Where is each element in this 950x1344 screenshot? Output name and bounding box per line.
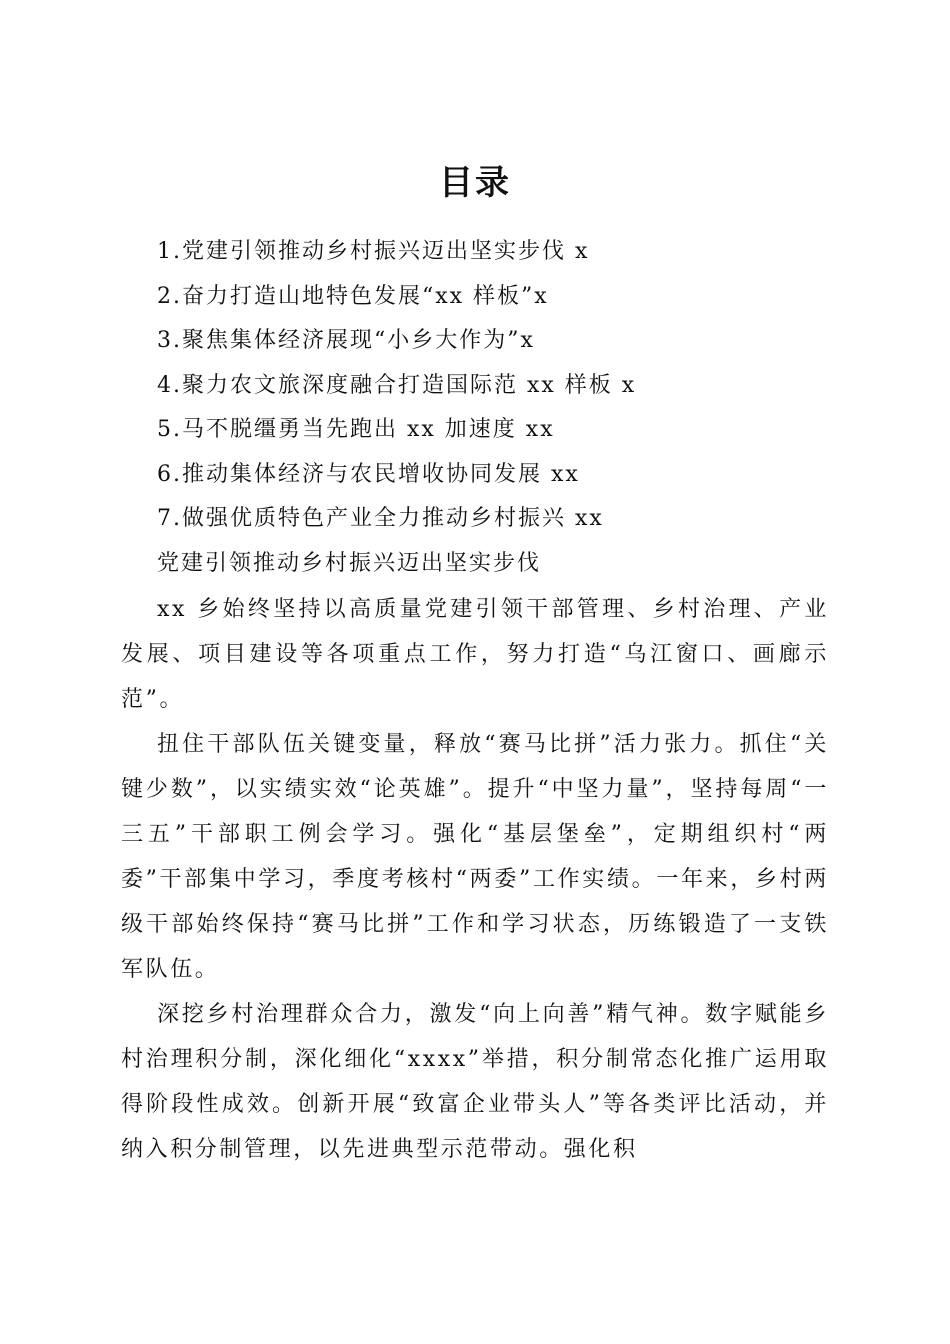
toc-item-2[interactable]: 2.奋力打造山地特色发展“xx 样板”x bbox=[157, 283, 549, 309]
body-paragraph-1: xx 乡始终坚持以高质量党建引领干部管理、乡村治理、产业发展、项目建设等各项重点工作，努力打造“乌江窗口、画廊示范”。 bbox=[121, 597, 829, 712]
toc-item-5[interactable]: 5.马不脱缰勇当先跑出 xx 加速度 xx bbox=[157, 417, 555, 442]
table-of-contents bbox=[157, 230, 857, 542]
toc-item-6[interactable]: 6.推动集体经济与农民增收协同发展 xx bbox=[157, 461, 580, 487]
toc-item-7[interactable]: 7.做强优质特色产业全力推动乡村振兴 xx bbox=[157, 506, 604, 531]
body-paragraph-2: 扭住干部队伍关键变量，释放“赛马比拼”活力张力。抓住“关键少数”，以实绩实效“论英雄”。提升“中坚力量”，坚持每周“一三五”干部职工例会学习。强化“基层堡垒”，定期组织村“两委”干部集中学习，季度考核村“两委”工作实绩。一年来，乡村两级干部始终保持“赛马比拼”工作和学习状态，历练锻造了一支铁军队伍。 bbox=[121, 732, 829, 982]
toc-item-3[interactable]: 3.聚焦集体经济展现“小乡大作为”x bbox=[157, 328, 535, 353]
body-paragraph-3: 深挖乡村治理群众合力，激发“向上向善”精气神。数字赋能乡村治理积分制，深化细化“xxxx”举措，积分制常态化推广运用取得阶段性成效。创新开展“致富企业带头人”等各类评比活动，并纳入积分制管理，以先进典型示范带动。强化积 bbox=[121, 1002, 829, 1162]
toc-item-4[interactable]: 4.聚力农文旅深度融合打造国际范 xx 样板 x bbox=[157, 372, 637, 398]
article-title: 党建引领推动乡村振兴迈出坚实步伐 bbox=[157, 551, 542, 576]
page-title: 目录 bbox=[439, 162, 511, 203]
toc-item-1[interactable]: 1.党建引领推动乡村振兴迈出坚实步伐 x bbox=[157, 239, 590, 264]
